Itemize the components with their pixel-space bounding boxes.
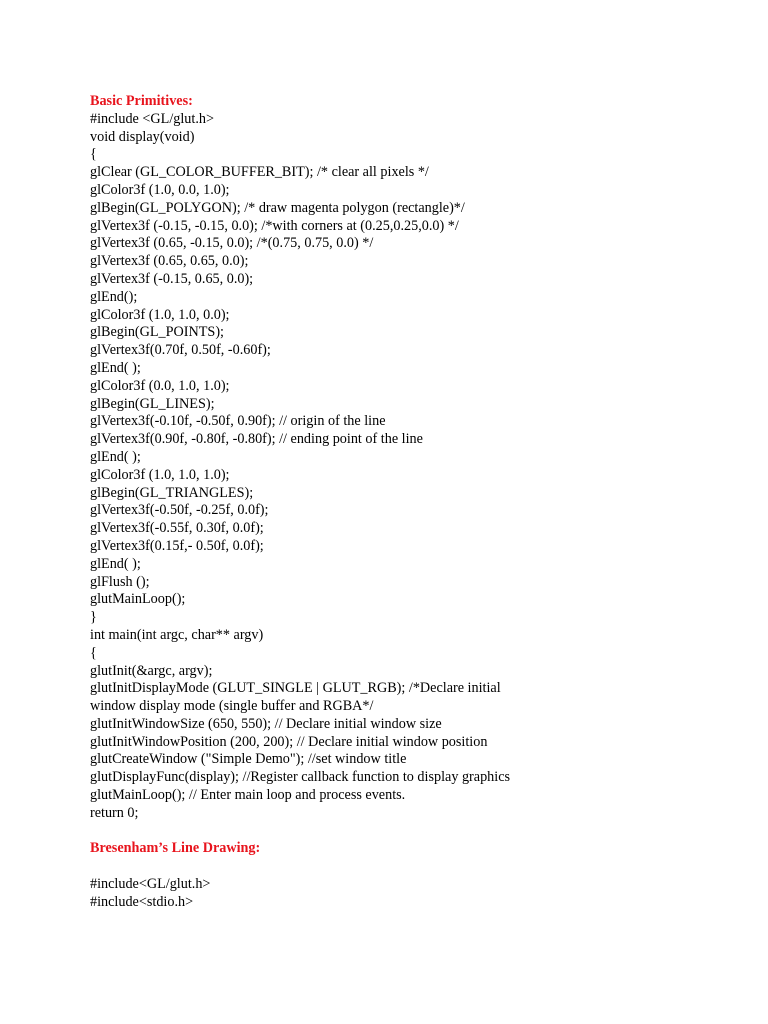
code-line: glBegin(GL_LINES); bbox=[90, 395, 215, 412]
code-line: #include <GL/glut.h> bbox=[90, 110, 214, 127]
code-line: glEnd( ); bbox=[90, 555, 141, 572]
section-heading-basic-primitives: Basic Primitives: bbox=[90, 93, 193, 109]
code-line: glVertex3f(0.15f,- 0.50f, 0.0f); bbox=[90, 537, 264, 554]
code-line: glVertex3f (0.65, -0.15, 0.0); /*(0.75, 0.75, 0.0) */ bbox=[90, 235, 374, 252]
code-line: glVertex3f(-0.55f, 0.30f, 0.0f); bbox=[90, 520, 264, 537]
spacer bbox=[90, 858, 730, 876]
code-line: glColor3f (1.0, 0.0, 1.0); bbox=[90, 181, 230, 198]
code-line: glBegin(GL_POLYGON); /* draw magenta polygon (rectangle)*/ bbox=[90, 199, 465, 216]
code-line: } bbox=[90, 609, 97, 626]
code-line: glVertex3f (0.65, 0.65, 0.0); bbox=[90, 253, 249, 270]
document-content bbox=[90, 93, 730, 912]
code-line: glVertex3f(0.70f, 0.50f, -0.60f); bbox=[90, 342, 271, 359]
code-line: glutInitWindowPosition (200, 200); // Declare initial window position bbox=[90, 733, 488, 750]
code-line: glClear (GL_COLOR_BUFFER_BIT); /* clear all pixels */ bbox=[90, 164, 429, 181]
code-line: glBegin(GL_POINTS); bbox=[90, 324, 224, 341]
code-line: glVertex3f(-0.50f, -0.25f, 0.0f); bbox=[90, 502, 269, 519]
code-line: glVertex3f(0.90f, -0.80f, -0.80f); // ending point of the line bbox=[90, 431, 423, 448]
code-line: glColor3f (1.0, 1.0, 1.0); bbox=[90, 466, 230, 483]
code-line: glutInitWindowSize (650, 550); // Declare initial window size bbox=[90, 715, 442, 732]
code-line: glutDisplayFunc(display); //Register callback function to display graphics bbox=[90, 769, 511, 786]
code-line: glVertex3f (-0.15, 0.65, 0.0); bbox=[90, 270, 254, 287]
code-line: glutInit(&argc, argv); bbox=[90, 662, 213, 679]
code-block-bresenham bbox=[90, 876, 730, 912]
code-line: glColor3f (1.0, 1.0, 0.0); bbox=[90, 306, 230, 323]
code-line: glutMainLoop(); bbox=[90, 591, 186, 608]
code-line: glColor3f (0.0, 1.0, 1.0); bbox=[90, 377, 230, 394]
code-line: { bbox=[90, 146, 97, 163]
code-line: glVertex3f(-0.10f, -0.50f, 0.90f); // origin of the line bbox=[90, 413, 386, 430]
code-line: int main(int argc, char** argv) bbox=[90, 626, 264, 643]
code-line: return 0; bbox=[90, 804, 139, 821]
code-line: glFlush (); bbox=[90, 573, 150, 590]
code-line: glEnd(); bbox=[90, 288, 138, 305]
code-line: { bbox=[90, 644, 97, 661]
spacer bbox=[90, 823, 730, 841]
section-heading-bresenham: Bresenham’s Line Drawing: bbox=[90, 840, 261, 857]
code-line: glBegin(GL_TRIANGLES); bbox=[90, 484, 254, 501]
code-line: glEnd( ); bbox=[90, 448, 141, 465]
code-line: #include<GL/glut.h> bbox=[90, 876, 211, 893]
code-line: void display(void) bbox=[90, 128, 195, 145]
code-line: window display mode (single buffer and RGBA*/ bbox=[90, 698, 374, 715]
code-line: glutInitDisplayMode (GLUT_SINGLE | GLUT_RGB); /*Declare initial bbox=[90, 680, 501, 697]
code-line: glutCreateWindow ("Simple Demo"); //set window title bbox=[90, 751, 407, 768]
code-line: #include<stdio.h> bbox=[90, 893, 194, 910]
code-line: glutMainLoop(); // Enter main loop and process events. bbox=[90, 787, 406, 804]
code-line: glVertex3f (-0.15, -0.15, 0.0); /*with corners at (0.25,0.25,0.0) */ bbox=[90, 217, 459, 234]
code-line: glEnd( ); bbox=[90, 359, 141, 376]
code-block-basic-primitives bbox=[90, 111, 730, 823]
